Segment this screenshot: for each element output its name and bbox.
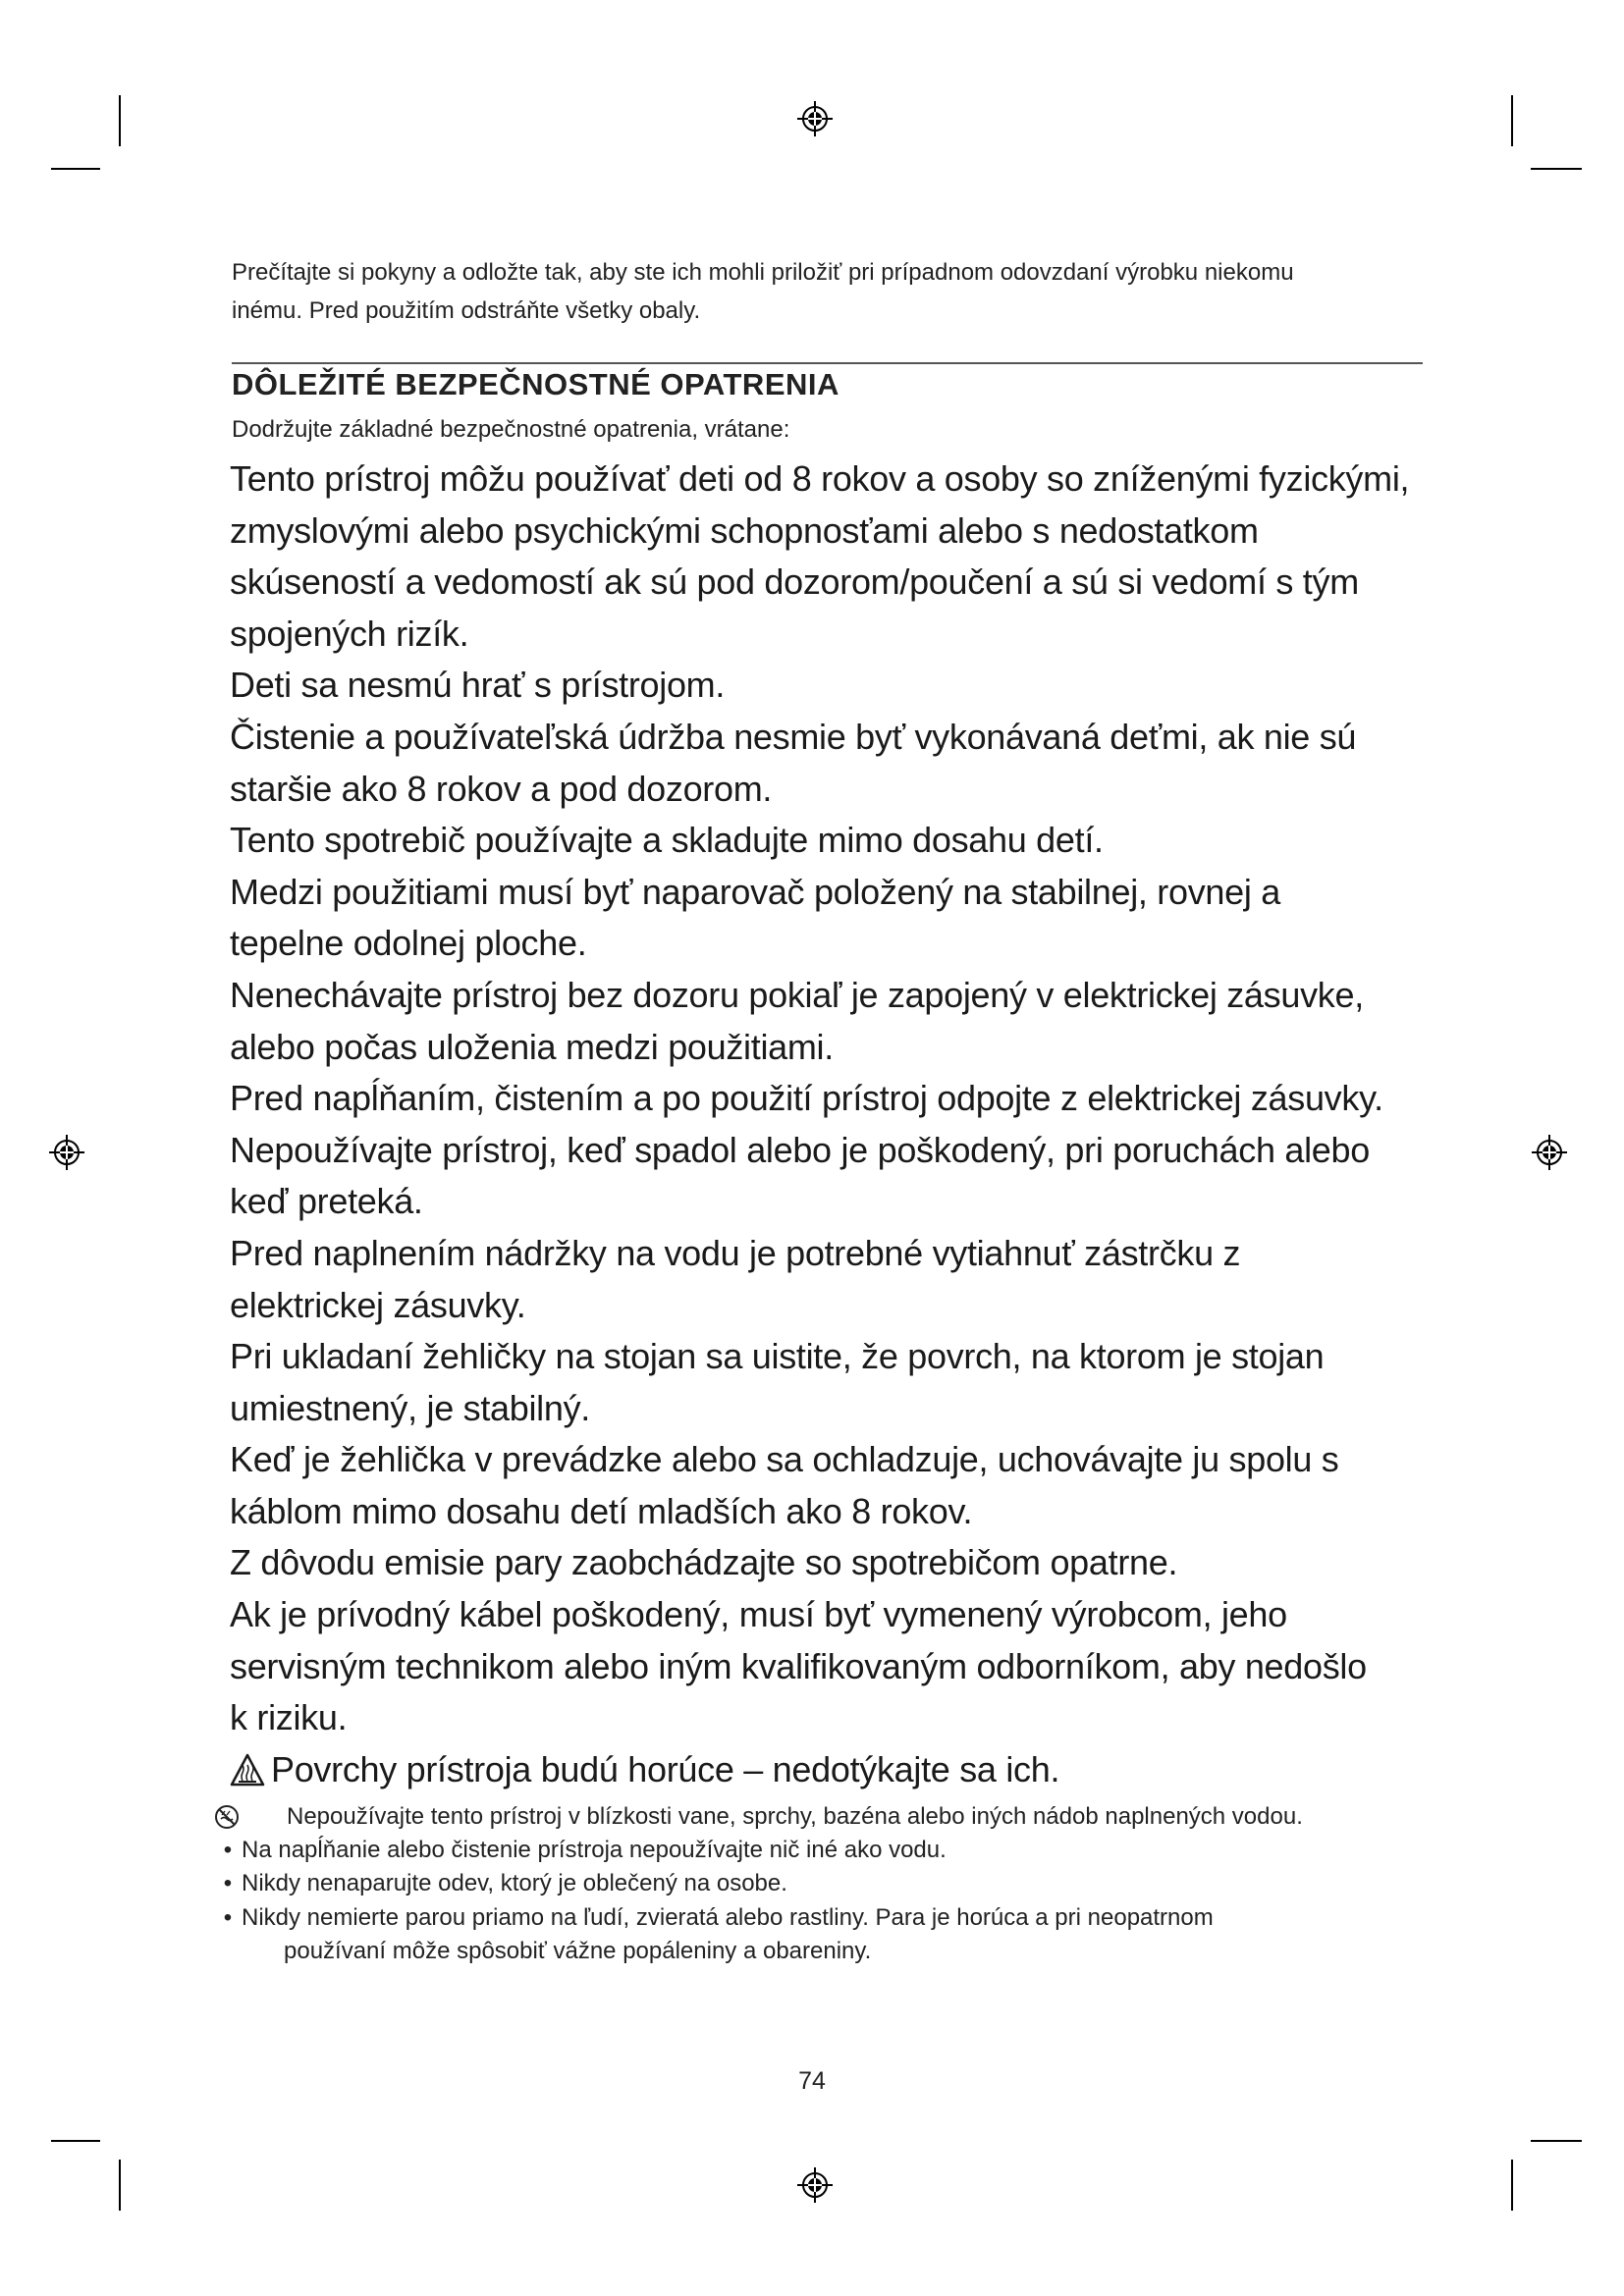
registration-mark-icon: [797, 101, 833, 136]
crop-mark: [51, 2140, 100, 2142]
instruction-line: tepelne odolnej ploche.: [230, 923, 587, 964]
bullet-item: [214, 1901, 1441, 1935]
registration-mark-icon: [49, 1135, 84, 1170]
instruction-line: k riziku.: [230, 1697, 348, 1738]
instruction-paragraph: [230, 1537, 1496, 1589]
instruction-line: Pred naplnením nádržky na vodu je potrebné vytiahnuť zástrčku z: [230, 1232, 1241, 1273]
instruction-paragraph: [230, 815, 1496, 867]
instruction-line: Nenechávajte prístroj bez dozoru pokiaľ je zapojený v elektrickej zásuvke,: [230, 974, 1364, 1015]
crop-mark: [1531, 2140, 1582, 2142]
instruction-paragraph: [230, 867, 1496, 970]
intro-line: Prečítajte si pokyny a odložte tak, aby ste ich mohli priložiť pri prípadnom odovzdaní výrobku niekomu: [232, 259, 1294, 286]
registration-mark-icon: [1532, 1135, 1567, 1170]
instruction-line: Pri ukladaní žehličky na stojan sa uistite, že povrch, na ktorom je stojan: [230, 1336, 1325, 1377]
instruction-paragraph: [230, 1125, 1496, 1228]
crop-mark: [1531, 168, 1582, 170]
instruction-line: Tento prístroj môžu používať deti od 8 rokov a osoby so zníženými fyzickými,: [230, 458, 1410, 499]
no-water-proximity-icon: [214, 1804, 240, 1830]
intro-text: [232, 253, 1439, 330]
safety-instructions: [230, 454, 1496, 1795]
instruction-line: Deti sa nesmú hrať s prístrojom.: [230, 665, 726, 706]
section-heading: DÔLEŽITÉ BEZPEČNOSTNÉ OPATRENIA: [232, 367, 839, 401]
bullet-symbol: •: [223, 1837, 233, 1864]
instruction-paragraph: [230, 1228, 1496, 1331]
hot-surface-warning: [230, 1744, 1496, 1796]
bullet-text: Nikdy nemierte parou priamo na ľudí, zvieratá alebo rastliny. Para je horúca a pri neopatrnom: [242, 1903, 1214, 1931]
instruction-line: káblom mimo dosahu detí mladších ako 8 rokov.: [230, 1490, 973, 1531]
instruction-line: Čistenie a používateľská údržba nesmie byť vykonávaná deťmi, ak nie sú: [230, 716, 1357, 757]
water-warning-text: Nepoužívajte tento prístroj v blízkosti vane, sprchy, bazéna alebo iných nádob naplnených vodou.: [287, 1803, 1303, 1830]
instruction-line: keď preteká.: [230, 1181, 423, 1222]
instruction-line: Z dôvodu emisie pary zaobchádzajte so spotrebičom opatrne.: [230, 1542, 1178, 1583]
instruction-line: zmyslovými alebo psychickými schopnosťami alebo s nedostatkom: [230, 509, 1259, 551]
instruction-paragraph: [230, 970, 1496, 1073]
instruction-line: spojených rizík.: [230, 613, 469, 654]
bullet-continuation: používaní môže spôsobiť vážne popáleniny a obareniny.: [284, 1937, 872, 1964]
instruction-line: elektrickej zásuvky.: [230, 1284, 526, 1325]
crop-mark: [1511, 95, 1513, 146]
crop-mark: [51, 168, 100, 170]
bullet-symbol: •: [223, 1870, 233, 1897]
bullet-item: [214, 1867, 1441, 1900]
bullet-symbol: •: [223, 1903, 233, 1931]
instruction-line: Ak je prívodný kábel poškodený, musí byť vymenený výrobcom, jeho: [230, 1594, 1287, 1635]
hot-surface-warning-text: Povrchy prístroja budú horúce – nedotýkajte sa ich.: [271, 1748, 1060, 1789]
instruction-paragraph: [230, 1331, 1496, 1434]
water-warning: [214, 1800, 1441, 1834]
additional-warnings: [214, 1800, 1441, 1968]
instruction-paragraph: [230, 454, 1496, 660]
section-divider: [232, 362, 1423, 364]
bullet-text: Na napĺňanie alebo čistenie prístroja nepoužívajte nič iné ako vodu.: [242, 1837, 947, 1864]
crop-mark: [119, 95, 121, 146]
instruction-line: Pred napĺňaním, čistením a po použití prístroj odpojte z elektrickej zásuvky.: [230, 1078, 1383, 1119]
instruction-line: staršie ako 8 rokov a pod dozorom.: [230, 768, 773, 809]
hot-surface-warning-icon: [230, 1753, 265, 1787]
crop-mark: [1511, 2160, 1513, 2211]
bullet-text: Nikdy nenaparujte odev, ktorý je oblečený na osobe.: [242, 1870, 787, 1897]
instruction-line: skúseností a vedomostí ak sú pod dozorom/poučení a sú si vedomí s tým: [230, 561, 1359, 603]
section-subheading: Dodržujte základné bezpečnostné opatrenia, vrátane:: [232, 416, 790, 443]
instruction-line: Keď je žehlička v prevádzke alebo sa ochladzuje, uchovávajte ju spolu s: [230, 1439, 1339, 1480]
bullet-item: [214, 1834, 1441, 1867]
instruction-paragraph: [230, 712, 1496, 815]
instruction-paragraph: [230, 660, 1496, 712]
registration-mark-icon: [797, 2167, 833, 2203]
instruction-paragraph: [230, 1434, 1496, 1537]
instruction-line: umiestnený, je stabilný.: [230, 1387, 590, 1428]
instruction-paragraph: [230, 1589, 1496, 1744]
intro-line: inému. Pred použitím odstráňte všetky obaly.: [232, 297, 701, 324]
instruction-line: Nepoužívajte prístroj, keď spadol alebo je poškodený, pri poruchách alebo: [230, 1129, 1370, 1170]
page-number: 74: [798, 2067, 826, 2095]
instruction-line: alebo počas uloženia medzi použitiami.: [230, 1026, 834, 1067]
crop-mark: [119, 2160, 121, 2211]
instruction-line: Medzi použitiami musí byť naparovač položený na stabilnej, rovnej a: [230, 871, 1280, 912]
instruction-paragraph: [230, 1073, 1496, 1125]
instruction-line: Tento spotrebič používajte a skladujte mimo dosahu detí.: [230, 820, 1104, 861]
instruction-line: servisným technikom alebo iným kvalifikovaným odborníkom, aby nedošlo: [230, 1645, 1367, 1686]
